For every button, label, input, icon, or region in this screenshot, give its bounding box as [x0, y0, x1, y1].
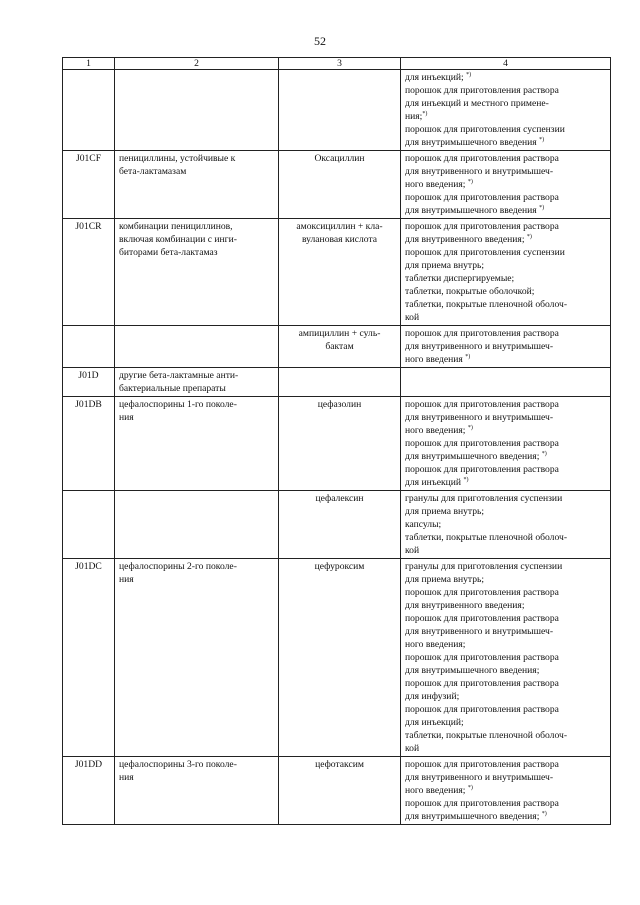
- column-header-1: 1: [63, 58, 115, 70]
- dosage-form-cell-line: порошок для приготовления раствора: [405, 328, 559, 339]
- drug-cell-line: вулановая кислота: [301, 234, 378, 245]
- dosage-form-cell-line: для внутримышечного введения *): [405, 204, 545, 216]
- dosage-form-cell: [401, 559, 611, 757]
- dosage-form-cell-line: для внутривенного и внутримышеч-: [405, 166, 554, 177]
- dosage-form-cell-line: порошок для приготовления раствора: [405, 85, 559, 96]
- group-cell-line: цефалоспорины 2-го поколе-: [119, 561, 237, 572]
- table-row: [63, 491, 611, 559]
- column-header-4: 4: [401, 58, 611, 70]
- table-row: [63, 70, 611, 151]
- dosage-form-cell-line: порошок для приготовления раствора: [405, 678, 559, 689]
- dosage-form-cell-line: ного введения; *): [405, 424, 473, 436]
- drug-cell-line: амоксициллин + кла-: [296, 221, 383, 232]
- dosage-form-cell-line: ного введения; *): [405, 784, 473, 796]
- drug-cell-line: цефуроксим: [314, 561, 365, 572]
- dosage-form-cell-line: кой: [405, 545, 420, 556]
- dosage-form-cell-line: для внутримышечного введения;: [405, 665, 540, 676]
- group-cell: [115, 757, 279, 825]
- table-row: [63, 559, 611, 757]
- dosage-form-cell-line: порошок для приготовления раствора: [405, 153, 559, 164]
- drug-cell-line: ампициллин + суль-: [298, 328, 381, 339]
- dosage-form-cell-line: ного введения; *): [405, 178, 473, 190]
- group-cell-line: ния: [119, 574, 134, 585]
- drug-table: [62, 57, 611, 825]
- atc-code-cell: J01D: [63, 368, 115, 397]
- table-row: [63, 151, 611, 219]
- drug-cell-line: бактам: [325, 341, 354, 352]
- table-row: [63, 397, 611, 491]
- atc-code-cell: J01DB: [63, 397, 115, 491]
- group-cell: [115, 491, 279, 559]
- dosage-form-cell: [401, 326, 611, 368]
- group-cell-line: биторами бета-лактамаз: [119, 247, 218, 258]
- dosage-form-cell-line: таблетки, покрытые оболочкой;: [405, 286, 535, 297]
- dosage-form-cell-line: порошок для приготовления суспензии: [405, 124, 565, 135]
- dosage-form-cell-line: для приема внутрь;: [405, 574, 485, 585]
- dosage-form-cell-line: для внутривенного и внутримышеч-: [405, 412, 554, 423]
- dosage-form-cell-line: для внутривенного введения;: [405, 600, 525, 611]
- dosage-form-cell-line: для внутривенного и внутримышеч-: [405, 626, 554, 637]
- dosage-form-cell-line: для инъекций; *): [405, 71, 472, 83]
- group-cell: [115, 326, 279, 368]
- column-header-2: 2: [115, 58, 279, 70]
- dosage-form-cell: [401, 151, 611, 219]
- dosage-form-cell-line: кой: [405, 312, 420, 323]
- dosage-form-cell-line: порошок для приготовления раствора: [405, 464, 559, 475]
- dosage-form-cell-line: для приема внутрь;: [405, 506, 485, 517]
- dosage-form-cell: [401, 70, 611, 151]
- dosage-form-cell-line: гранулы для приготовления суспензии: [405, 493, 563, 504]
- group-cell-line: цефалоспорины 1-го поколе-: [119, 399, 237, 410]
- dosage-form-cell-line: для внутримышечного введения; *): [405, 450, 547, 462]
- drug-cell: [279, 757, 401, 825]
- drug-cell: [279, 491, 401, 559]
- dosage-form-cell-line: порошок для приготовления раствора: [405, 399, 559, 410]
- group-cell: [115, 70, 279, 151]
- dosage-form-cell-line: таблетки, покрытые пленочной оболоч-: [405, 299, 568, 310]
- drug-cell: [279, 151, 401, 219]
- dosage-form-cell: [401, 491, 611, 559]
- atc-code-cell: J01CF: [63, 151, 115, 219]
- drug-cell: [279, 219, 401, 326]
- dosage-form-cell-line: для инъекций;: [405, 717, 464, 728]
- drug-cell: [279, 326, 401, 368]
- dosage-form-cell-line: для приема внутрь;: [405, 260, 485, 271]
- group-cell-line: цефалоспорины 3-го поколе-: [119, 759, 237, 770]
- dosage-form-cell-line: порошок для приготовления раствора: [405, 652, 559, 663]
- table-row: [63, 368, 611, 397]
- dosage-form-cell-line: таблетки, покрытые пленочной оболоч-: [405, 730, 568, 741]
- drug-cell-line: цефазолин: [317, 399, 362, 410]
- atc-code-cell: J01DC: [63, 559, 115, 757]
- group-cell-line: бета-лактамазам: [119, 166, 187, 177]
- column-header-3: 3: [279, 58, 401, 70]
- dosage-form-cell-line: для внутримышечного введения; *): [405, 810, 547, 822]
- table-row: [63, 326, 611, 368]
- dosage-form-cell-line: для внутривенного и внутримышеч-: [405, 341, 554, 352]
- group-cell-line: ния: [119, 412, 134, 423]
- dosage-form-cell-line: порошок для приготовления раствора: [405, 704, 559, 715]
- group-cell: [115, 368, 279, 397]
- dosage-form-cell: [401, 219, 611, 326]
- dosage-form-cell-line: для внутримышечного введения *): [405, 136, 545, 148]
- group-cell: [115, 151, 279, 219]
- dosage-form-cell-line: порошок для приготовления раствора: [405, 587, 559, 598]
- drug-cell-line: цефотаксим: [315, 759, 364, 770]
- atc-code-cell: [63, 70, 115, 151]
- dosage-form-cell-line: ния;*): [405, 110, 428, 122]
- table-row: [63, 219, 611, 326]
- group-cell-line: пенициллины, устойчивые к: [119, 153, 236, 164]
- group-cell: [115, 397, 279, 491]
- dosage-form-cell-line: ного введения *): [405, 353, 471, 365]
- drug-cell-line: Оксациллин: [314, 153, 365, 164]
- dosage-form-cell-line: порошок для приготовления раствора: [405, 192, 559, 203]
- dosage-form-cell-line: таблетки диспергируемые;: [405, 273, 515, 284]
- dosage-form-cell-line: ного введения;: [405, 639, 466, 650]
- drug-cell: [279, 559, 401, 757]
- dosage-form-cell-line: порошок для приготовления раствора: [405, 438, 559, 449]
- atc-code-cell: J01CR: [63, 219, 115, 326]
- group-cell-line: включая комбинации с инги-: [119, 234, 237, 245]
- dosage-form-cell-line: для инфузий;: [405, 691, 460, 702]
- header-row: [63, 58, 611, 70]
- group-cell: [115, 219, 279, 326]
- drug-cell: [279, 368, 401, 397]
- dosage-form-cell-line: порошок для приготовления раствора: [405, 613, 559, 624]
- dosage-form-cell-line: таблетки, покрытые пленочной оболоч-: [405, 532, 568, 543]
- dosage-form-cell-line: для внутривенного и внутримышеч-: [405, 772, 554, 783]
- group-cell-line: другие бета-лактамные анти-: [119, 370, 239, 381]
- dosage-form-cell-line: порошок для приготовления суспензии: [405, 247, 565, 258]
- group-cell: [115, 559, 279, 757]
- dosage-form-cell-line: для внутривенного введения; *): [405, 233, 532, 245]
- dosage-form-cell-line: порошок для приготовления раствора: [405, 221, 559, 232]
- group-cell-line: комбинации пенициллинов,: [119, 221, 233, 232]
- atc-code-cell: J01DD: [63, 757, 115, 825]
- atc-code-cell: [63, 326, 115, 368]
- group-cell-line: ния: [119, 772, 134, 783]
- dosage-form-cell-line: гранулы для приготовления суспензии: [405, 561, 563, 572]
- drug-cell: [279, 70, 401, 151]
- dosage-form-cell-line: порошок для приготовления раствора: [405, 759, 559, 770]
- dosage-form-cell-line: капсулы;: [405, 519, 442, 530]
- drug-cell: [279, 397, 401, 491]
- table-row: [63, 757, 611, 825]
- dosage-form-cell-line: для инъекций *): [405, 476, 469, 488]
- dosage-form-cell: [401, 397, 611, 491]
- drug-cell-line: цефалексин: [315, 493, 364, 504]
- dosage-form-cell-line: порошок для приготовления раствора: [405, 798, 559, 809]
- dosage-form-cell-line: кой: [405, 743, 420, 754]
- dosage-form-cell: [401, 757, 611, 825]
- group-cell-line: бактериальные препараты: [119, 383, 226, 394]
- atc-code-cell: [63, 491, 115, 559]
- dosage-form-cell-line: для инъекций и местного примене-: [405, 98, 549, 109]
- page-number: 52: [314, 34, 326, 48]
- dosage-form-cell: [401, 368, 611, 397]
